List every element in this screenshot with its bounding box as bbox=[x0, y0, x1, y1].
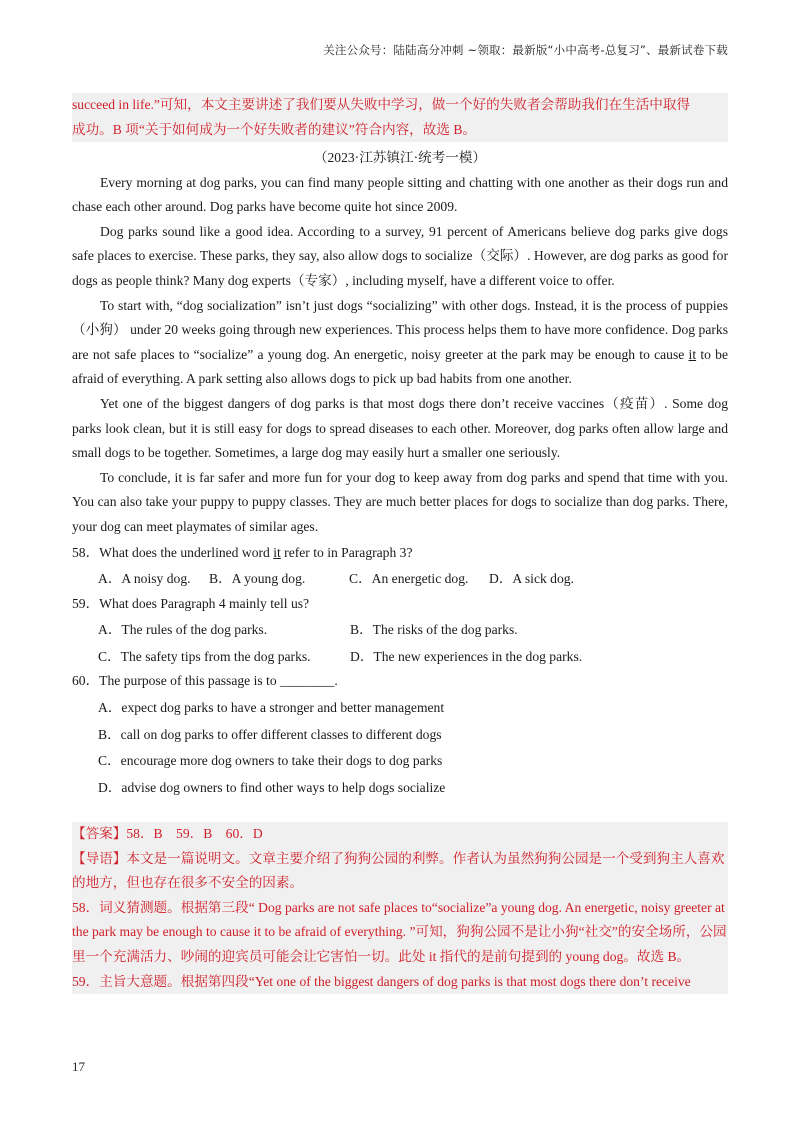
option-60-c: C．encourage more dog owners to take their dogs to dog parks bbox=[98, 753, 443, 769]
source-label: （2023·江苏镇江·统考一模） bbox=[313, 150, 487, 165]
option-58-a: A．A noisy dog. bbox=[98, 571, 191, 587]
page-number: 17 bbox=[72, 1059, 85, 1074]
previous-answer-line2: 成功。B 项“关于如何成为一个好失败者的建议”符合内容，故选 B。 bbox=[72, 121, 477, 137]
previous-answer-line1: succeed in life.”可知，本文主要讲述了我们要从失败中学习，做一个好的失败者会帮助我们在生活中取得 bbox=[72, 97, 691, 112]
explanation-58: 58．词义猜测题。根据第三段“ Dog parks are not safe places to“socialize”a young dog. An energetic, noisy greeter at the park may be enough to cause it to be afraid of everything. ”可知，狗狗公园不是让小狗“社交”的安全场所，公园里一个充满活力、吵闹的迎宾员可能会让它害怕一切。此处 it 指代的是前句提到的 young dog。故选 B。 bbox=[72, 899, 727, 964]
answer-guide: 【导语】本文是一篇说明文。文章主要介绍了狗狗公园的利弊。作者认为虽然狗狗公园是一个受到狗主人喜欢的地方，但也存在很多不安全的因素。 bbox=[72, 850, 725, 891]
explanation-59: 59．主旨大意题。根据第四段“Yet one of the biggest dangers of dog parks is that most dogs there don’t receive bbox=[72, 973, 691, 989]
question-58-after: refer to in Paragraph 3? bbox=[280, 544, 413, 560]
paragraph-1: Every morning at dog parks, you can find many people sitting and chatting with one another as their dogs run and chase each other around. Dog parks have become quite hot since 2009. bbox=[72, 174, 728, 215]
option-60-a: A．expect dog parks to have a stronger and better management bbox=[98, 700, 445, 716]
question-59-options-cd bbox=[98, 645, 728, 670]
question-59: 59．What does Paragraph 4 mainly tell us? bbox=[72, 595, 310, 611]
option-59-c: C．The safety tips from the dog parks. bbox=[98, 648, 311, 664]
passage-block bbox=[72, 146, 728, 800]
answer-analysis bbox=[72, 822, 728, 994]
option-59-d: D．The new experiences in the dog parks. bbox=[350, 648, 583, 664]
option-59-a: A．The rules of the dog parks. bbox=[98, 622, 268, 638]
option-59-b: B．The risks of the dog parks. bbox=[350, 622, 518, 638]
paragraph-5: To conclude, it is far safer and more fun for your dog to keep away from dog parks and spend that time with you. You can also take your puppy to puppy classes. They are much better places for dogs to socialize than dog parks. There, your dog can meet playmates of similar ages. bbox=[72, 469, 728, 534]
page-header: 关注公众号：陆陆高分冲刺 ~领取：最新版“小中高考-总复习”、最新试卷下载 bbox=[323, 43, 728, 57]
option-60-b: B．call on dog parks to offer different classes to different dogs bbox=[98, 726, 442, 742]
question-58-options bbox=[98, 567, 728, 592]
paragraph-2: Dog parks sound like a good idea. According to a survey, 91 percent of Americans believe dog parks give dogs safe places to exercise. These parks, they say, also allow dogs to socialize（交际）. However, are dog parks as good for dogs as people think? Many dog experts（专家）, including myself, have a different voice to offer. bbox=[72, 223, 728, 288]
paragraph-3 bbox=[72, 294, 728, 392]
underlined-word: it bbox=[688, 346, 697, 362]
option-58-b: B．A young dog. bbox=[209, 571, 306, 587]
paragraph-3-after: to be afraid of everything. A park setting also allows dogs to pick up bad habits from one another. bbox=[72, 346, 729, 387]
question-59-options-ab bbox=[98, 618, 728, 643]
question-60: 60．The purpose of this passage is to ________. bbox=[72, 673, 338, 689]
option-58-d: D．A sick dog. bbox=[489, 571, 574, 587]
question-58-before: 58．What does the underlined word bbox=[72, 544, 274, 560]
answer-key: 【答案】58．B 59．B 60．D bbox=[72, 826, 263, 841]
question-58-word: it bbox=[273, 544, 281, 560]
option-60-d: D．advise dog owners to find other ways to help dogs socialize bbox=[98, 779, 446, 795]
previous-answer bbox=[72, 93, 728, 142]
paragraph-3-before: To start with, “dog socialization” isn’t just dogs “socializing” with other dogs. Instead, it is the process of puppies（小狗） under 20 weeks going through new experiences. This process helps them to have more confidence. Dog parks are not safe places to “socialize” a young dog. An energetic, noisy greeter at the park may be enough to cause bbox=[72, 297, 728, 362]
paragraph-4: Yet one of the biggest dangers of dog parks is that most dogs there don’t receive vaccines（疫苗）. Some dog parks look clean, but it is still easy for dogs to spread diseases to each other. Moreover, dog parks often allow large and small dogs to be together. Sometimes, a large dog may easily hurt a smaller one seriously. bbox=[72, 395, 728, 461]
option-58-c: C．An energetic dog. bbox=[349, 571, 469, 587]
question-58 bbox=[72, 541, 728, 566]
